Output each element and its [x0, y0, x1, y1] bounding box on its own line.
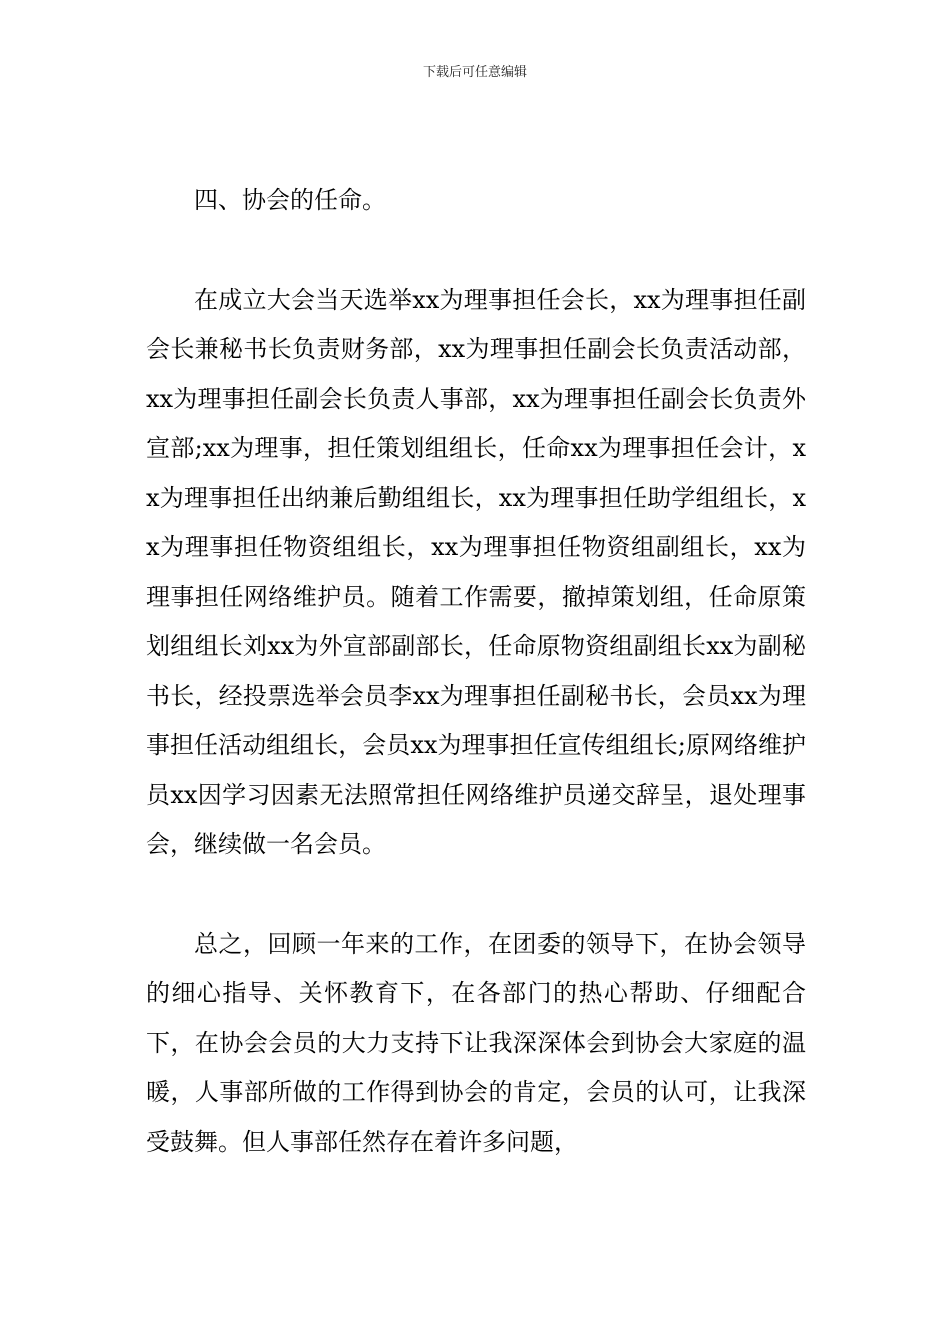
- page-header: 下载后可任意编辑: [422, 65, 527, 80]
- document-body: [146, 176, 806, 1167]
- paragraph-appointments: 在成立大会当天选举xx为理事担任会长，xx为理事担任副会长兼秘书长负责财务部，xx为理事担任副会长负责活动部，xx为理事担任副会长负责人事部，xx为理事担任副会长负责外宣部;xx为理事，担任策划组组长，任命xx为理事担任会计，xx为理事担任出纳兼后勤组组长，xx为理事担任助学组组长，xx为理事担任物资组组长，xx为理事担任物资组副组长，xx为理事担任网络维护员。随着工作需要，撤掉策划组，任命原策划组组长刘xx为外宣部副部长，任命原物资组副组长xx为副秘书长，经投票选举会员李xx为理事担任副秘书长，会员xx为理事担任活动组组长，会员xx为理事担任宣传组组长;原网络维护员xx因学习因素无法照常担任网络维护员递交辞呈，退处理事会，继续做一名会员。: [146, 285, 806, 858]
- section-heading: 四、协会的任命。: [194, 186, 386, 214]
- paragraph-summary: 总之，回顾一年来的工作，在团委的领导下，在协会领导的细心指导、关怀教育下，在各部门的热心帮助、仔细配合下，在协会会员的大力支持下让我深深体会到协会大家庭的温暖，人事部所做的工作得到协会的肯定，会员的认可，让我深受鼓舞。但人事部任然存在着许多问题，: [146, 929, 806, 1156]
